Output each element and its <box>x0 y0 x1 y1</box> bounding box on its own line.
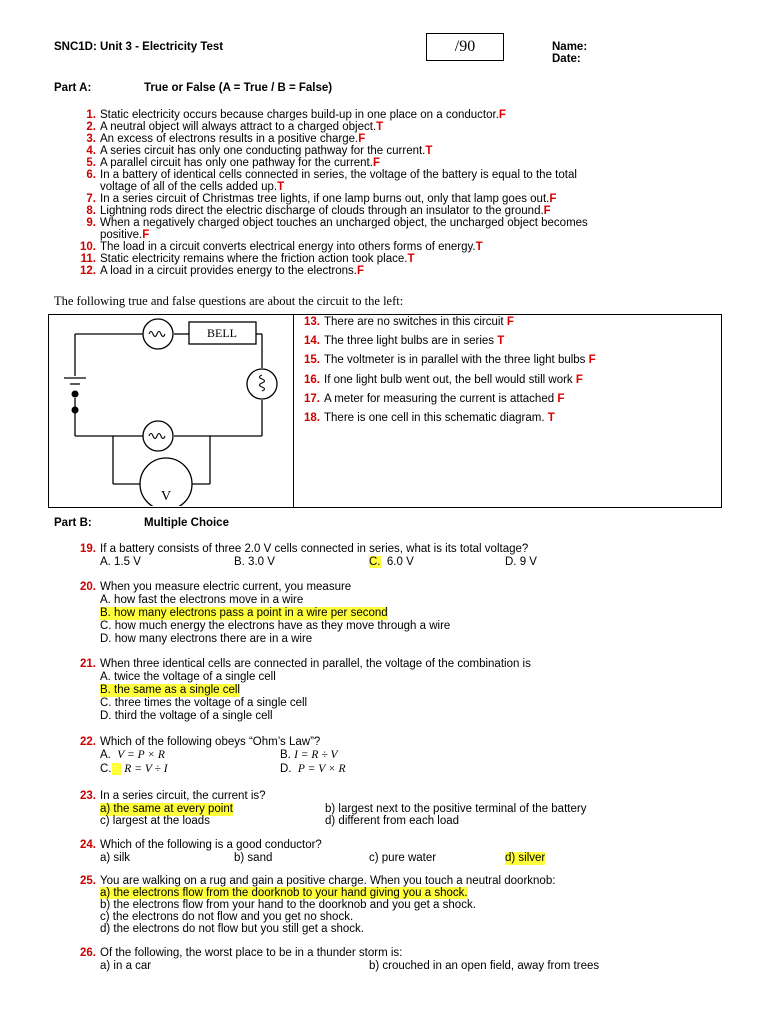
tf-answer: F <box>372 157 380 169</box>
tf-answer: F <box>358 133 366 145</box>
q24-option-a: a) silk <box>100 852 131 864</box>
circuit-diagram <box>48 314 293 506</box>
q23-option-d: d) different from each load <box>325 815 460 827</box>
q25-option-d: d) the electrons do not flow but you still get a shock. <box>100 923 365 935</box>
tf-text: The load in a circuit converts electrical energy into others forms of energy. <box>100 241 476 253</box>
q22-option-a: A. V = P × R <box>100 749 165 761</box>
tf-text: A neutral object will always attract to a charged object. <box>100 121 377 133</box>
tf-number: 9. <box>86 217 96 229</box>
circuit-question <box>298 393 564 406</box>
tf-item <box>74 217 588 229</box>
tf-number: 8. <box>86 205 96 217</box>
q22-option-d: D. P = V × R <box>280 763 346 775</box>
q20-option-d: D. how many electrons there are in a wire <box>100 633 313 645</box>
q21-option-c: C. three times the voltage of a single cell <box>100 697 308 709</box>
question-24: 24. Which of the following is a good conductor? <box>80 839 322 851</box>
q19-option-b: B. 3.0 V <box>234 556 275 568</box>
circuit-question-number: 16. <box>304 373 320 386</box>
q21-option-b: B. the same as a single cell <box>100 684 240 696</box>
lamp-right-icon <box>247 369 277 399</box>
tf-item <box>74 133 365 145</box>
tf-number: 2. <box>86 121 96 133</box>
test-title: SNC1D: Unit 3 - Electricity Test <box>54 41 224 53</box>
tf-number: 3. <box>86 133 96 145</box>
tf-text: Lightning rods direct the electric discharge of clouds through an insulator to the ground. <box>100 205 544 217</box>
tf-item <box>74 193 556 205</box>
q26-option-a: a) in a car <box>100 960 152 972</box>
circuit-question-answer: T <box>547 412 555 424</box>
circuit-question-text: If one light bulb went out, the bell would still work <box>324 373 573 386</box>
date-label: Date: <box>552 53 581 65</box>
question-23: 23. In a series circuit, the current is? <box>80 790 266 802</box>
part-a-label: Part A: <box>54 82 92 94</box>
cell-symbol <box>64 378 86 414</box>
circuit-question <box>298 374 583 387</box>
circuit-question-text: A meter for measuring the current is attached <box>324 392 555 405</box>
question-25: 25. You are walking on a rug and gain a positive charge. When you touch a neutral doorknob: <box>80 875 556 887</box>
tf-answer: T <box>277 181 285 193</box>
circuit-intro: The following true and false questions are about the circuit to the left: <box>54 294 404 308</box>
tf-number: 6. <box>86 169 96 181</box>
lamp-bottom-icon <box>143 421 173 451</box>
q19-option-c: C. 6.0 V <box>369 556 414 568</box>
box-divider <box>293 315 294 507</box>
tf-text: Static electricity remains where the friction action took place. <box>100 253 408 265</box>
tf-number: 5. <box>86 157 96 169</box>
q23-option-c: c) largest at the loads <box>100 815 210 827</box>
q21-option-a: A. twice the voltage of a single cell <box>100 671 276 683</box>
score-box <box>426 33 504 61</box>
tf-item <box>74 265 364 277</box>
tf-number: 12. <box>80 265 96 277</box>
q20-option-a: A. how fast the electrons move in a wire <box>100 594 304 606</box>
tf-text: In a series circuit of Christmas tree lights, if one lamp burns out, only that lamp goes out. <box>100 193 550 205</box>
q24-option-b: b) sand <box>234 852 273 864</box>
tf-item <box>74 109 506 121</box>
tf-item <box>74 241 483 253</box>
tf-answer: F <box>498 109 506 121</box>
tf-answer: T <box>475 241 483 253</box>
tf-text: An excess of electrons results in a positive charge. <box>100 133 359 145</box>
circuit-question <box>298 335 504 348</box>
circuit-question-text: The voltmeter is in parallel with the three light bulbs <box>324 354 586 367</box>
lamp-top-icon <box>143 319 173 349</box>
q21-option-d: D. third the voltage of a single cell <box>100 710 273 722</box>
q19-option-d: D. 9 V <box>505 556 537 568</box>
tf-item <box>74 121 383 133</box>
circuit-question-text: There is one cell in this schematic diagram. <box>324 412 545 424</box>
circuit-question-answer: F <box>506 316 514 328</box>
question-19: 19. If a battery consists of three 2.0 V cells connected in series, what is its total voltage? <box>80 543 529 555</box>
circuit-question <box>298 412 555 425</box>
part-b-title: Multiple Choice <box>144 517 229 529</box>
question-26: 26. Of the following, the worst place to be in a thunder storm is: <box>80 947 403 959</box>
tf-answer: F <box>142 229 150 241</box>
part-a-title: True or False (A = True / B = False) <box>144 82 333 94</box>
question-22: 22. Which of the following obeys “Ohm’s Law”? <box>80 736 321 748</box>
circuit-question <box>298 316 514 329</box>
tf-item-continued <box>100 229 149 241</box>
q22-option-b: B. I = R ÷ V <box>280 749 338 761</box>
circuit-question-number: 17. <box>304 392 320 405</box>
tf-item <box>74 253 414 265</box>
tf-answer: T <box>376 121 384 133</box>
tf-number: 10. <box>80 241 96 253</box>
tf-item <box>74 157 380 169</box>
tf-text-continued: voltage of all of the cells added up. <box>100 181 278 193</box>
q20-option-b: B. how many electrons pass a point in a wire per second <box>100 607 388 619</box>
question-21: 21. When three identical cells are connected in parallel, the voltage of the combination is <box>80 658 531 670</box>
q20-option-c: C. how much energy the electrons have as they move through a wire <box>100 620 451 632</box>
q23-option-b: b) largest next to the positive terminal of the battery <box>325 803 587 815</box>
tf-item <box>74 169 577 181</box>
tf-answer: T <box>425 145 433 157</box>
circuit-question-answer: F <box>588 354 596 367</box>
tf-number: 7. <box>86 193 96 205</box>
tf-text: A parallel circuit has only one pathway for the current. <box>100 157 373 169</box>
tf-number: 4. <box>86 145 96 157</box>
tf-answer: T <box>407 253 415 265</box>
circuit-question-number: 13. <box>304 316 320 328</box>
voltmeter-label: V <box>160 489 172 504</box>
q26-option-b: b) crouched in an open field, away from trees <box>369 960 600 972</box>
q24-option-c: c) pure water <box>369 852 437 864</box>
circuit-question-text: There are no switches in this circuit <box>324 316 504 328</box>
circuit-question-number: 15. <box>304 354 320 367</box>
tf-text: A load in a circuit provides energy to the electrons. <box>100 265 357 277</box>
name-label: Name: <box>552 41 588 53</box>
q19-option-a: A. 1.5 V <box>100 556 141 568</box>
circuit-question <box>298 354 596 367</box>
tf-answer: F <box>543 205 551 217</box>
q23-option-a: a) the same at every point <box>100 803 233 815</box>
q25-option-b: b) the electrons flow from your hand to the doorknob and you get a shock. <box>100 899 476 911</box>
tf-number: 11. <box>80 253 96 265</box>
circuit-question-answer: T <box>497 335 505 348</box>
tf-item <box>74 145 432 157</box>
question-20: 20. When you measure electric current, you measure <box>80 581 352 593</box>
bell-label: BELL <box>207 326 237 340</box>
q24-option-d: d) silver <box>505 852 546 864</box>
q22-option-c: C. R = V ÷ I <box>100 763 168 775</box>
score-text: /90 <box>454 38 476 55</box>
tf-item <box>74 205 551 217</box>
tf-answer: F <box>356 265 365 277</box>
q25-option-c: c) the electrons do not flow and you get no shock. <box>100 911 354 923</box>
q25-option-a: a) the electrons flow from the doorknob to your hand giving you a shock. <box>100 887 468 899</box>
tf-item-continued <box>100 181 284 193</box>
tf-text: A series circuit has only one conducting pathway for the current. <box>100 145 426 157</box>
tf-number: 1. <box>86 109 96 121</box>
tf-answer: F <box>549 193 557 205</box>
circuit-question-number: 14. <box>304 335 320 348</box>
circuit-question-number: 18. <box>304 412 320 424</box>
circuit-question-answer: F <box>575 373 583 386</box>
tf-text: In a battery of identical cells connected in series, the voltage of the battery is equal to the total <box>100 169 577 181</box>
part-b-label: Part B: <box>54 517 92 529</box>
tf-text: Static electricity occurs because charges build-up in one place on a conductor. <box>100 109 499 121</box>
tf-text-continued: positive. <box>100 229 143 241</box>
circuit-question-text: The three light bulbs are in series <box>324 335 495 348</box>
tf-text: When a negatively charged object touches an uncharged object, the uncharged object becomes <box>100 217 588 229</box>
circuit-question-answer: F <box>557 392 565 405</box>
